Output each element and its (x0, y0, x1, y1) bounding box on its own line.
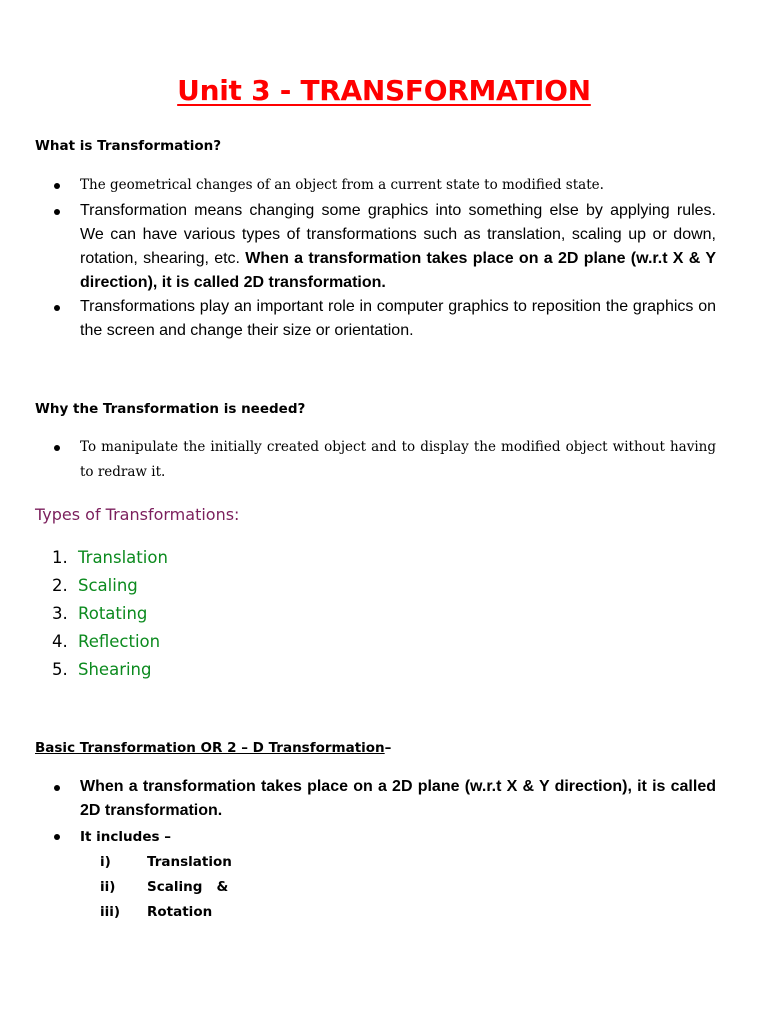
roman-number: iii) (100, 904, 121, 920)
roman-number: i) (100, 854, 111, 870)
list-label: Rotating (78, 604, 148, 623)
list-number: 2. (52, 576, 68, 595)
list-item (100, 850, 232, 875)
list-item (100, 875, 232, 900)
bullet-text-bold: When a transformation takes place on a 2D plane (w.r.t X & Y direction), it is called 2D transformation. (80, 250, 716, 291)
bullet-text: When a transformation takes place on a 2D plane (w.r.t X & Y direction), it is called 2D transformation. (80, 778, 716, 819)
list-number: 4. (52, 632, 68, 651)
list-item (100, 900, 232, 925)
list-item (0, 775, 768, 823)
list-number: 5. (52, 660, 68, 679)
bullet-text: Transformation means changing some graphics into something else by applying rules. We can have various types of transformations such as translation, scaling up or down, rotation, shearing, etc. (80, 202, 716, 267)
list-label: Translation (78, 548, 168, 567)
list-item (0, 295, 768, 343)
includes-sub-list (100, 850, 232, 925)
bullet-icon (54, 209, 60, 215)
section-why-list (0, 435, 768, 485)
types-list (52, 544, 168, 684)
list-item (0, 825, 768, 849)
bullet-icon (54, 785, 60, 791)
list-item (0, 199, 768, 295)
bullet-text: To manipulate the initially created object and to display the modified object without having to redraw it. (80, 439, 716, 480)
list-label: Translation (147, 854, 232, 870)
bullet-icon (54, 183, 60, 189)
list-item (52, 656, 168, 684)
list-label: Rotation (147, 904, 213, 920)
section-basic-list (0, 775, 768, 849)
list-label: Scaling & (147, 879, 229, 895)
list-number: 3. (52, 604, 68, 623)
bullet-text: The geometrical changes of an object from a current state to modified state. (80, 177, 604, 193)
basic-heading-text: Basic Transformation OR 2 – D Transformation (35, 740, 385, 756)
list-label: Scaling (78, 576, 138, 595)
bullet-icon (54, 445, 60, 451)
bullet-text: Transformations play an important role in computer graphics to reposition the graphics on the screen and change their size or orientation. (80, 298, 716, 339)
section-heading-basic (35, 740, 391, 756)
list-item (0, 435, 768, 485)
section-what-list (0, 173, 768, 343)
bullet-icon (54, 834, 60, 840)
list-item (52, 600, 168, 628)
section-heading-why: Why the Transformation is needed? (35, 401, 306, 417)
list-label: Shearing (78, 660, 152, 679)
list-item (52, 628, 168, 656)
types-heading: Types of Transformations: (35, 505, 240, 524)
section-heading-what: What is Transformation? (35, 138, 222, 154)
bullet-icon (54, 305, 60, 311)
bullet-text: It includes – (80, 829, 171, 845)
roman-number: ii) (100, 879, 116, 895)
list-item (0, 173, 768, 198)
list-label: Reflection (78, 632, 161, 651)
list-number: 1. (52, 548, 68, 567)
page-title: Unit 3 - TRANSFORMATION (177, 74, 591, 107)
list-item (52, 544, 168, 572)
basic-heading-suffix: – (384, 740, 392, 756)
list-item (52, 572, 168, 600)
